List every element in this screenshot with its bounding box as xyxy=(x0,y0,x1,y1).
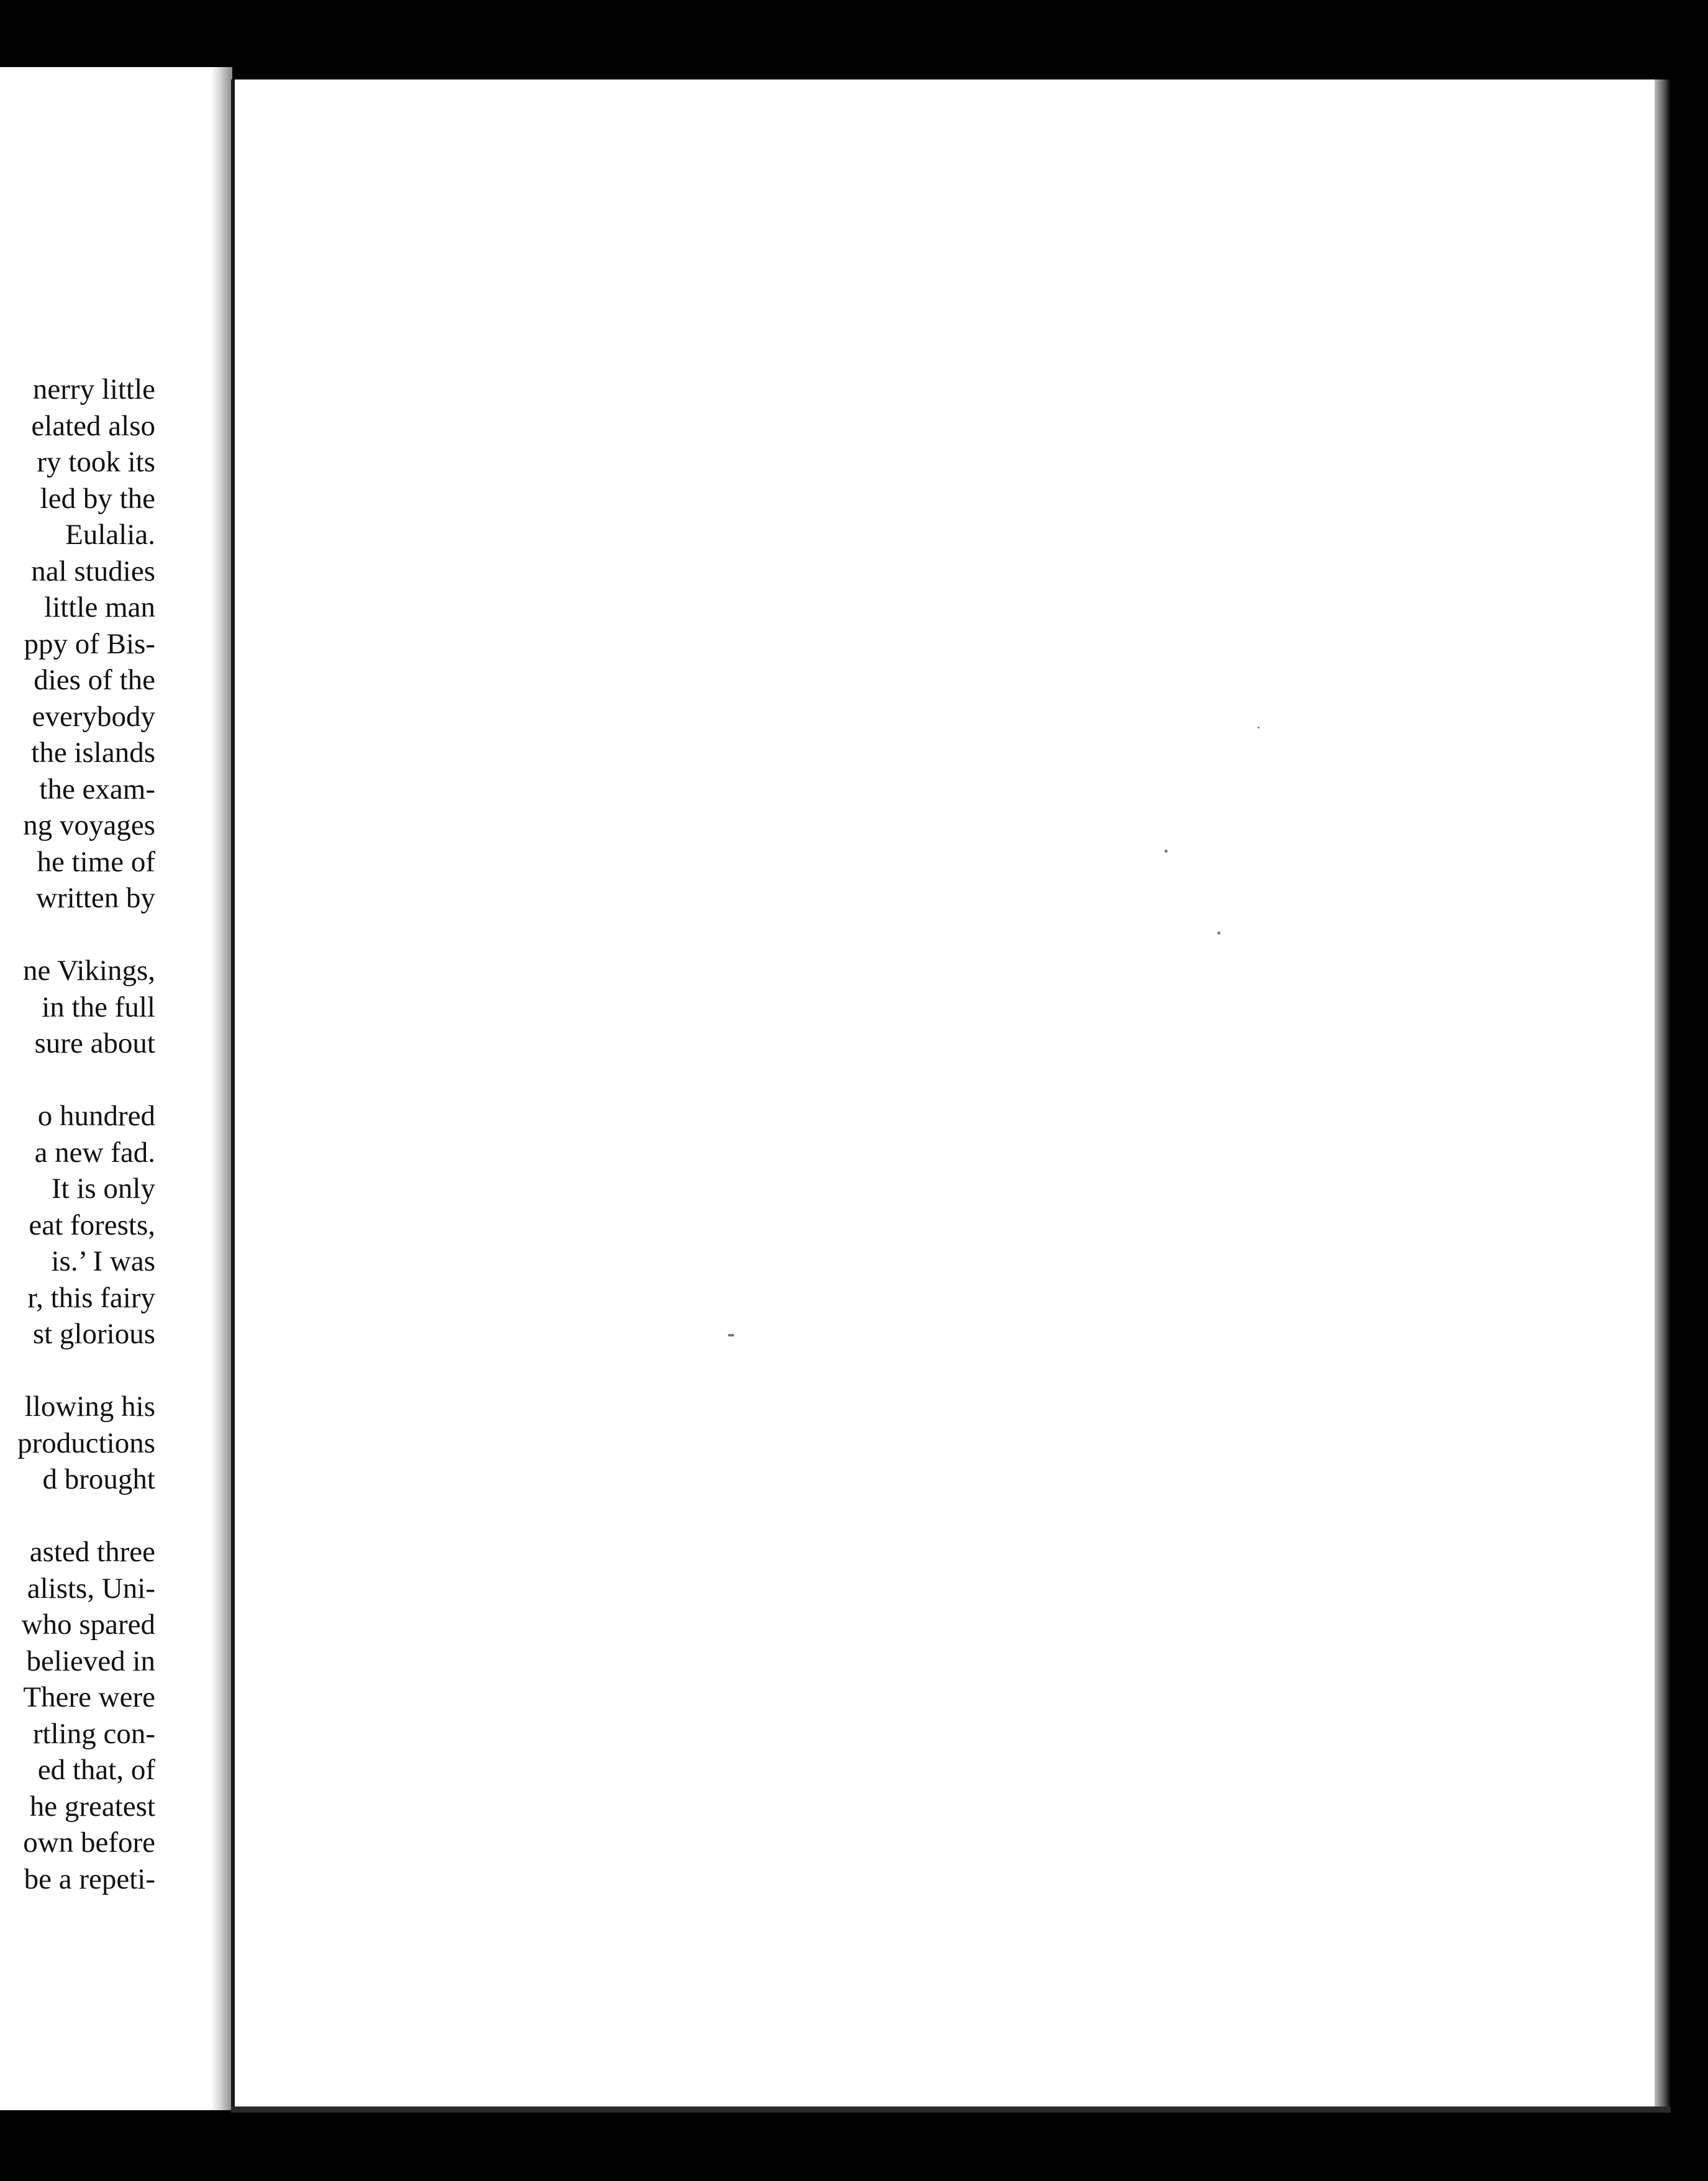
text-line: little man xyxy=(44,591,155,623)
text-line: llowing his xyxy=(24,1390,155,1423)
text-line: he greatest xyxy=(29,1790,155,1823)
dust-speck xyxy=(1165,850,1168,853)
right-page-blank xyxy=(231,79,1655,2110)
paragraph-gap xyxy=(0,917,155,953)
text-line: There were xyxy=(23,1681,155,1713)
page-bottom-edge xyxy=(231,2106,1671,2113)
text-line: led by the xyxy=(40,482,155,515)
text-line: elated also xyxy=(31,409,155,442)
text-line: nal studies xyxy=(31,555,155,587)
text-line: sure about xyxy=(34,1027,155,1059)
paragraph-gap xyxy=(0,1062,155,1099)
text-line: st glorious xyxy=(32,1318,155,1350)
text-line: believed in xyxy=(26,1644,155,1677)
text-line: alists, Uni- xyxy=(27,1572,155,1605)
text-line: productions xyxy=(17,1426,155,1459)
text-line: o hundred xyxy=(37,1100,155,1132)
text-line: eat forests, xyxy=(29,1208,155,1241)
text-line: asted three xyxy=(29,1536,155,1568)
text-line: written by xyxy=(36,882,155,914)
text-line: r, this fairy xyxy=(27,1281,155,1314)
right-page-edge xyxy=(1655,79,1671,2110)
text-line: everybody xyxy=(32,700,155,733)
text-line: ed that, of xyxy=(37,1754,155,1786)
text-line: ry took its xyxy=(37,446,155,478)
paragraph-gap xyxy=(0,1498,155,1535)
text-line: a new fad. xyxy=(34,1136,155,1169)
dust-speck xyxy=(1258,727,1260,728)
dust-speck xyxy=(1217,932,1220,935)
text-line: ppy of Bis- xyxy=(24,627,155,660)
paragraph-gap xyxy=(0,1353,155,1389)
text-line: who spared xyxy=(21,1608,155,1641)
dust-speck xyxy=(728,1334,734,1336)
text-line: the islands xyxy=(31,737,155,769)
text-line: nerry little xyxy=(32,373,155,406)
text-line: It is only xyxy=(51,1172,155,1205)
text-line: ng voyages xyxy=(23,809,155,841)
left-page-text xyxy=(0,371,155,1897)
text-line: own before xyxy=(23,1826,155,1859)
text-line: dies of the xyxy=(34,664,155,696)
text-line: he time of xyxy=(37,845,155,878)
text-line: ne Vikings, xyxy=(22,954,155,987)
text-line: rtling con- xyxy=(32,1717,155,1750)
left-page xyxy=(0,67,230,2110)
text-line: in the full xyxy=(42,991,155,1023)
text-line: is.’ I was xyxy=(51,1245,155,1277)
text-line: be a repeti- xyxy=(24,1862,155,1895)
text-line: d brought xyxy=(42,1463,155,1495)
book-gutter xyxy=(211,67,232,2110)
text-line: the exam- xyxy=(39,773,155,805)
text-line: Eulalia. xyxy=(65,519,155,551)
